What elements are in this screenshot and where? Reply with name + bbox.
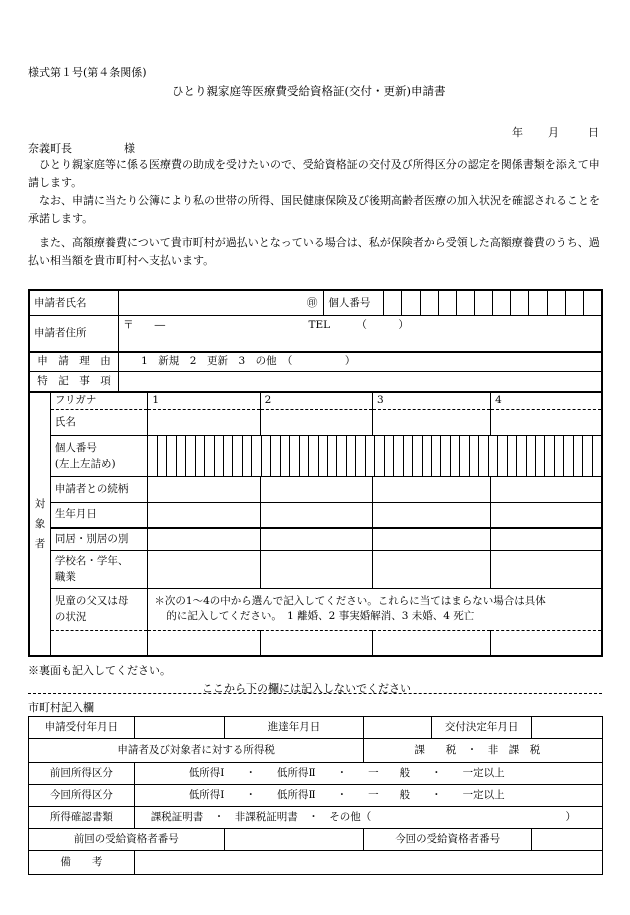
addressee-sama: 様 [124,142,135,155]
date-month: 月 [548,126,559,139]
col-1: 1 [148,392,260,409]
birth-field-4[interactable] [491,502,602,528]
mynumber-label: 個人番号 [324,290,384,316]
applicant-name-field[interactable] [119,290,324,316]
mynumber-note: (左上左詰め) [54,457,116,470]
birth-field-1[interactable] [148,502,260,528]
prev-income-options[interactable]: 低所得Ⅰ ・ 低所得Ⅱ ・ 一 般 ・ 一定以上 [134,763,602,785]
parent-row-label [50,588,147,630]
decision-field[interactable] [532,717,603,739]
relation-field-1[interactable] [148,476,260,502]
cohabit-field-1[interactable] [148,528,260,550]
tel-label: TEL （ ） [308,319,409,331]
school-label: 学校名・学年、 [54,555,129,567]
furigana-label: フリガナ [50,392,147,409]
subject-mynumber-grid[interactable] [148,435,602,476]
parent-field-3[interactable] [372,630,490,656]
seal-mark: ㊞ [306,296,318,309]
school-field-2[interactable] [260,550,372,588]
parent-label: 児童の父又は母 [54,595,129,607]
special-label: 特 記 事 項 [29,372,119,392]
form-number: 様式第１号(第４条関係) [28,66,147,79]
birth-label: 生年月日 [50,502,147,528]
remarks-label: 備 考 [29,851,135,875]
back-note: ※裏面も記入してください。 [28,664,171,677]
applicant-table [28,289,603,393]
remarks-field[interactable] [134,851,602,875]
docs-close: ） [565,811,576,823]
subjects-table [28,391,603,657]
applicant-name-label: 申請者氏名 [29,290,119,316]
office-table [28,716,603,875]
curr-income-label: 今回所得区分 [29,785,135,807]
reason-options[interactable]: 1 新規 2 更新 3 の他 （ ） [119,352,602,372]
school-field-3[interactable] [372,550,490,588]
tax-options[interactable]: 課 税 ・ 非 課 税 [364,739,603,763]
name-field-3[interactable] [372,409,490,435]
name-field-2[interactable] [260,409,372,435]
reason-label: 申 請 理 由 [29,352,119,372]
school-field-4[interactable] [491,550,602,588]
parent-field-2[interactable] [260,630,372,656]
cohabit-field-2[interactable] [260,528,372,550]
relation-field-2[interactable] [260,476,372,502]
tax-label: 申請者及び対象者に対する所得税 [29,739,364,763]
paragraph-3: また、高額療養費について貴市町村が過払いとなっている場合は、私が保険者から受領した高額療養費のうち、過払い相当額を貴市町村へ支払います。 [28,236,600,267]
forwarded-label: 進達年月日 [224,717,364,739]
subjects-side-label: 対象者 [29,392,50,656]
curr-no-label: 今回の受給資格者番号 [364,829,532,851]
birth-field-3[interactable] [372,502,490,528]
cohabit-field-3[interactable] [372,528,490,550]
form-title: ひとり親家庭等医療費受給資格証(交付・更新)申請書 [172,84,446,98]
docs-options[interactable] [134,807,602,829]
parent-field-4[interactable] [491,630,602,656]
mynumber-label-2: 個人番号 [54,441,97,454]
parent-spacer [50,630,147,656]
date-day: 日 [588,126,599,139]
col-4: 4 [491,392,602,409]
relation-field-4[interactable] [491,476,602,502]
cut-line [28,693,602,694]
postal-mark: 〒 ― [123,319,166,331]
name-label: 氏名 [50,409,147,435]
applicant-address-field[interactable] [119,316,602,352]
addressee: 奈義町長 [28,142,72,155]
parent-field-1[interactable] [148,630,260,656]
parent-label-2: の状況 [54,611,87,623]
applicant-mynumber-boxes[interactable] [384,290,602,316]
birth-field-2[interactable] [260,502,372,528]
name-field-1[interactable] [148,409,260,435]
relation-label: 申請者との続柄 [50,476,147,502]
school-field-1[interactable] [148,550,260,588]
relation-field-3[interactable] [372,476,490,502]
body-text [28,156,602,270]
received-field[interactable] [134,717,224,739]
col-3: 3 [372,392,490,409]
decision-label: 交付決定年月日 [432,717,532,739]
mynumber-row-label [50,435,147,476]
date-year: 年 [512,126,523,139]
parent-note-1: ＊次の1～4の中から選んで記入してください。これらに当てはまらない場合は具体 [154,595,546,607]
cohabit-label: 同居・別居の別 [50,528,147,550]
special-field[interactable] [119,372,602,392]
applicant-address-label: 申請者住所 [29,316,119,352]
prev-income-label: 前回所得区分 [29,763,135,785]
paragraph-2: なお、申請に当たり公簿により私の世帯の所得、国民健康保険及び後期高齢者医療の加入状況を確認されることを承諾します。 [28,194,600,225]
parent-note-2: 的に記入してください。 1 離婚、2 事実婚解消、3 未婚、4 死亡 [166,610,475,622]
occupation-label: 職業 [54,571,76,583]
prev-no-field[interactable] [224,829,364,851]
cutline-text: ここから下の欄には記入しないでください [202,682,411,695]
parent-note [148,588,602,630]
curr-no-field[interactable] [532,829,603,851]
office-label: 市町村記入欄 [28,701,94,714]
school-row-label [50,550,147,588]
prev-no-label: 前回の受給資格者番号 [29,829,225,851]
forwarded-field[interactable] [364,717,432,739]
curr-income-options[interactable]: 低所得Ⅰ ・ 低所得Ⅱ ・ 一 般 ・ 一定以上 [134,785,602,807]
col-2: 2 [260,392,372,409]
paragraph-1: ひとり親家庭等に係る医療費の助成を受けたいので、受給資格証の交付及び所得区分の認定を関係書類を添えて申請します。 [28,158,600,189]
name-field-4[interactable] [491,409,602,435]
docs-label: 所得確認書類 [29,807,135,829]
docs-options-text: 課税証明書 ・ 非課税証明書 ・ その他（ [150,811,372,823]
cohabit-field-4[interactable] [491,528,602,550]
received-label: 申請受付年月日 [29,717,135,739]
